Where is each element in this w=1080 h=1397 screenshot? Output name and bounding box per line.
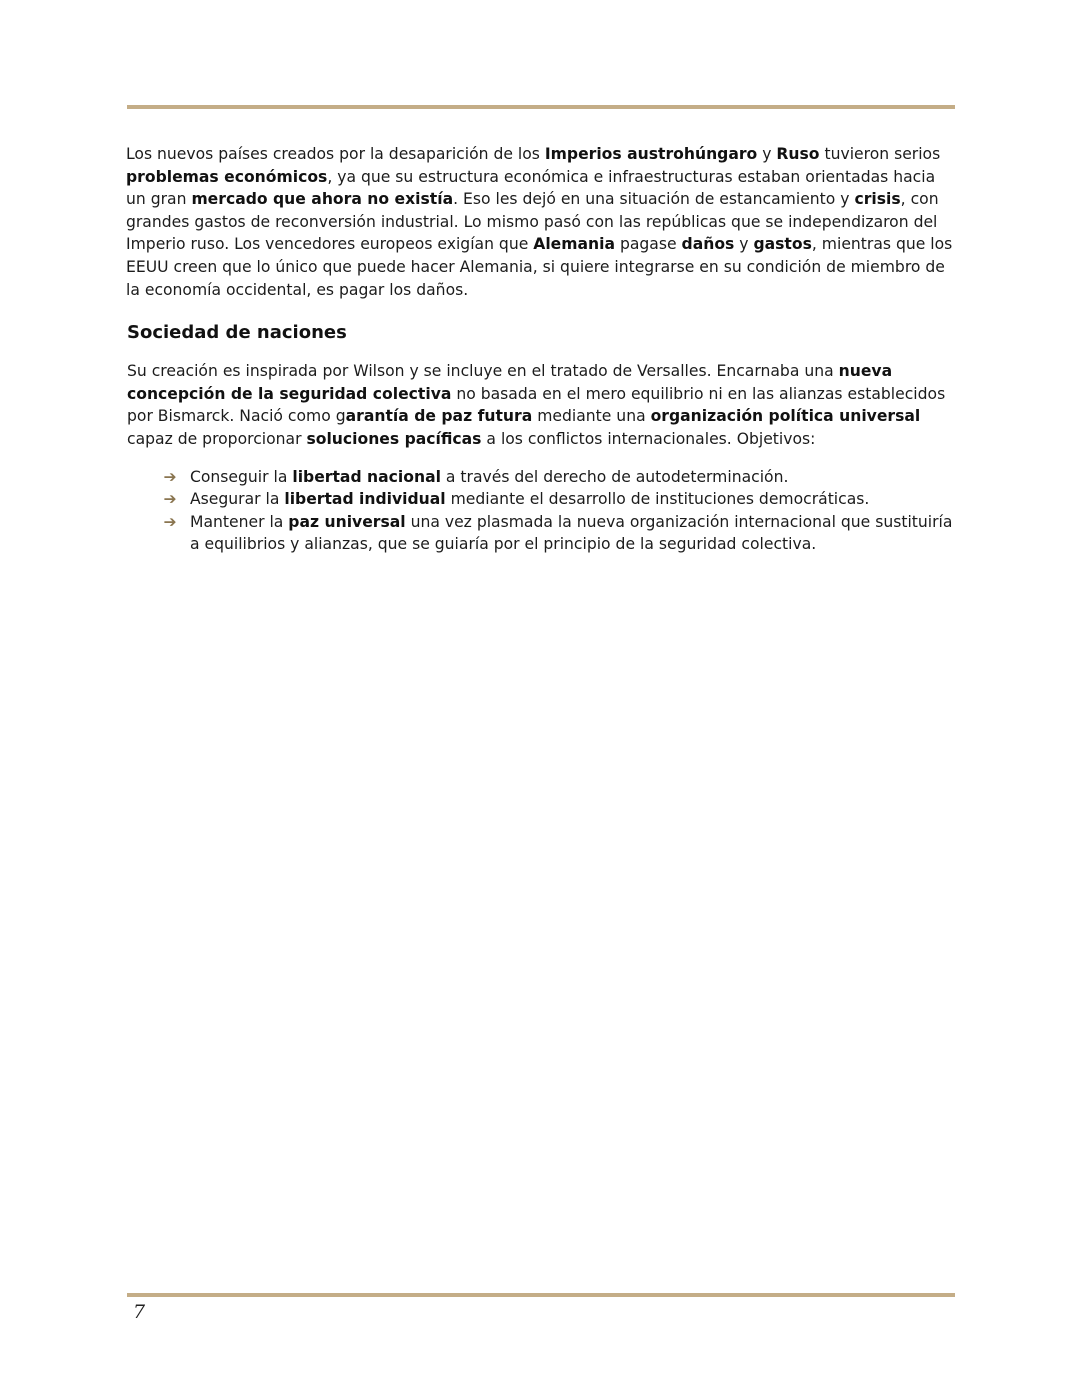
text-run: , con grandes gastos de reconversión industrial. Lo mismo pasó con las repúblicas que se independizaron del Imperio ruso. Los vencedores europeos exigían que: [126, 190, 939, 254]
text-run: a través del derecho de autodeterminación.: [440, 467, 789, 486]
footer-rule: [127, 1293, 955, 1297]
text-run: Conseguir la: [190, 467, 293, 486]
text-run: Asegurar la: [190, 490, 285, 509]
bold-term: Imperios austrohúngaro: [544, 145, 758, 163]
bold-term: libertad individual: [284, 490, 446, 509]
bold-term: crisis: [854, 190, 901, 209]
objectives-list: [126, 466, 956, 556]
text-run: mediante una: [532, 407, 651, 426]
bold-term: mercado que ahora no existía: [191, 190, 454, 209]
arrow-right-icon: ➔: [163, 467, 177, 486]
bold-term: gastos: [753, 235, 812, 254]
text-run: , ya que su estructura económica e infraestructuras estaban orientadas hacia un gran: [126, 167, 936, 209]
list-item: [126, 488, 956, 511]
text-run: mediante el desarrollo de instituciones democráticas.: [445, 490, 870, 509]
bold-term: Ruso: [776, 145, 820, 163]
paragraph-economic-problems: [126, 143, 956, 301]
list-item: [126, 466, 956, 489]
bold-term: organización política universal: [650, 407, 921, 426]
arrow-right-icon: ➔: [163, 490, 177, 509]
bold-term: soluciones pacíficas: [306, 429, 482, 448]
bold-term: nueva concepción de la seguridad colectiva: [127, 362, 893, 403]
bold-term: Alemania: [533, 235, 615, 254]
bold-term: daños: [681, 235, 735, 254]
text-run: Los nuevos países creados por la desaparición de los: [126, 145, 545, 163]
paragraph-society-of-nations: [126, 360, 956, 450]
bold-term: paz universal: [288, 512, 406, 531]
text-run: tuvieron serios: [819, 145, 941, 163]
text-run: , mientras que los EEUU creen que lo único que puede hacer Alemania, si quiere integrarse en su condición de miembro de la economía occidental, es pagar los daños.: [126, 235, 953, 299]
header-rule: [127, 105, 955, 109]
text-run: y: [734, 235, 754, 254]
text-run: una vez plasmada la nueva organización internacional que sustituiría a equilibrios y alianzas, que se guiaría por el principio de la seguridad colectiva.: [190, 512, 953, 554]
bold-term: libertad nacional: [292, 467, 441, 486]
text-run: Mantener la: [190, 512, 289, 531]
arrow-right-icon: ➔: [163, 512, 177, 531]
text-run: no basada en el mero equilibrio ni en las alianzas establecidos por Bismarck. Nació como g: [127, 384, 946, 426]
section-title: Sociedad de naciones: [127, 322, 347, 344]
text-run: y: [757, 145, 777, 163]
text-run: . Eso les dejó en una situación de estancamiento y: [453, 190, 855, 209]
page-number: 7: [133, 1301, 146, 1323]
bold-term: problemas económicos: [126, 167, 328, 186]
text-run: pagase: [614, 235, 682, 254]
text-run: a los conflictos internacionales. Objetivos:: [481, 429, 816, 448]
bold-term: arantía de paz futura: [345, 407, 533, 426]
list-item: [126, 511, 956, 556]
page-content: [126, 143, 956, 556]
text-run: Su creación es inspirada por Wilson y se incluye en el tratado de Versalles. Encarnaba una: [127, 362, 839, 381]
text-run: capaz de proporcionar: [127, 429, 307, 448]
